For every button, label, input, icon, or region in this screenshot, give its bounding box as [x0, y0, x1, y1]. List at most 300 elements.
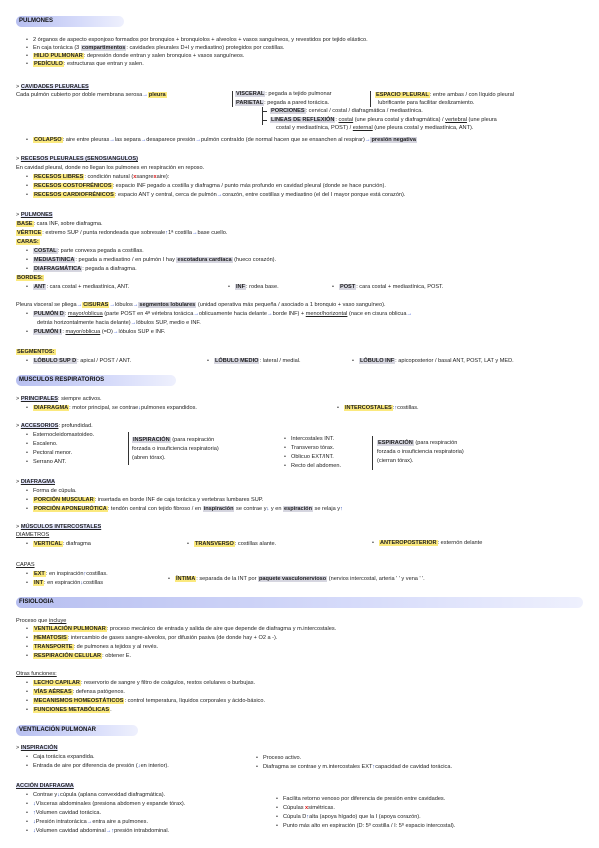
- text: costillas: [83, 580, 104, 586]
- text: : apical / POST / ANT.: [77, 358, 132, 364]
- text-line: [16, 349, 56, 356]
- text: oblicuamente hacia delante: [198, 311, 268, 317]
- bracket-line: [262, 107, 263, 125]
- list-item: [26, 432, 94, 439]
- list-item: [26, 441, 58, 448]
- text-line: [16, 562, 35, 569]
- text: 2 órganos de aspecto esponjoso formados por bronquios + bronquiolos + alveolos + vasos sanguíneos, y revestidos por tejido elástico.: [32, 37, 368, 43]
- highlight-term: INT: [33, 580, 43, 586]
- section-bar-fisiologia: [16, 597, 583, 608]
- subheading-text: RECESOS PLEURALES (SENOS/ANGULOS): [20, 156, 138, 162]
- highlight-term: SEGMENTOS:: [17, 349, 55, 355]
- arrow-up-icon: ↑: [372, 764, 376, 770]
- list-item: [26, 680, 255, 687]
- arrow-icon: →: [132, 302, 139, 308]
- text: Facilita retorno venoso por diferencia de presión entre cavidades.: [282, 796, 446, 802]
- text: alta (apoya hígado) que la I (apoya corazón).: [309, 814, 421, 820]
- arrow-glyph: >: [16, 212, 21, 218]
- list-item: [26, 580, 103, 587]
- list-item: [284, 463, 341, 470]
- list-item: [26, 754, 95, 761]
- text: (cierran tórax).: [377, 458, 414, 464]
- bracket-line: [370, 91, 371, 107]
- text: Serrano ANT.: [32, 459, 67, 465]
- highlight-term: escotadura cardíaca: [177, 257, 232, 263]
- list-item: [26, 329, 165, 336]
- arrow-glyph: >: [16, 479, 21, 485]
- text: se contrae y: [234, 506, 267, 512]
- text: : motor principal, se contrae: [69, 405, 139, 411]
- list-item: [256, 755, 301, 762]
- subheading: [16, 156, 138, 163]
- highlight-term: RECESOS COSTOFRÉNICOS: [33, 183, 112, 189]
- arrow-icon: →: [109, 302, 116, 308]
- text: : lateral / medial.: [259, 358, 301, 364]
- arrow-icon: →: [193, 311, 199, 317]
- list-item: [284, 445, 334, 452]
- list-item: [352, 358, 514, 365]
- text-line: [132, 455, 166, 462]
- highlight-term: paquete vasculonervioso: [259, 576, 327, 582]
- text: 1ª costilla: [168, 230, 192, 236]
- text: Transverso tórax.: [290, 445, 335, 451]
- list-item: [26, 183, 386, 190]
- text: : rodea base.: [245, 284, 279, 290]
- list-item: [26, 635, 277, 642]
- text: costal y mediastínica, POST) /: [276, 125, 353, 131]
- highlight-term: INSPIRACIÓN: [133, 437, 170, 443]
- text: : estructuras que entran y salen.: [63, 61, 144, 67]
- arrow-up-icon: ↑: [32, 810, 36, 816]
- text: (une pleura costal y mediastínica, ANT).: [372, 125, 474, 131]
- text: lóbulos SUP, medio e INF.: [136, 320, 201, 326]
- text: : condición natural (: [84, 174, 134, 180]
- text: (parte POST en 4ª vértebra torácica: [102, 311, 194, 317]
- text: : pegada a pared torácica.: [264, 100, 330, 106]
- text: : entre ambas / con líquido pleural: [429, 92, 515, 98]
- text: : extremo SUP / punta redondeada que sobresale: [42, 230, 166, 236]
- arrow-icon: →: [216, 192, 223, 198]
- list-item: [26, 819, 148, 826]
- text: : parte convexa pegada a costillas.: [57, 248, 144, 254]
- list-item: [26, 828, 169, 835]
- text: esternal: [352, 125, 373, 131]
- text: : cavidades pleurales D+I y mediastino) protegidos por costillas.: [126, 45, 285, 51]
- list-item: [284, 454, 334, 461]
- list-item: [26, 506, 343, 513]
- highlight-term: VENTILACIÓN PULMONAR: [33, 626, 106, 632]
- text: aire):: [156, 174, 170, 180]
- arrow-icon: →: [86, 819, 93, 825]
- text: : defensa patógenos.: [72, 689, 125, 695]
- list-item: [26, 541, 91, 548]
- arrow-glyph: >: [16, 156, 21, 162]
- subheading: [16, 479, 55, 486]
- arrow-down-icon: ↓: [137, 763, 141, 769]
- arrow-icon: →: [191, 230, 198, 236]
- text: Otras funciones:: [16, 671, 57, 677]
- text: Pectoral menor.: [32, 450, 73, 456]
- highlight-term: DIAFRAGMA: [33, 405, 69, 411]
- text: costal: [338, 117, 354, 123]
- highlight-term: compartimentos: [81, 45, 126, 51]
- text: : siempre activos.: [58, 396, 102, 402]
- highlight-term: ANT: [33, 284, 46, 290]
- highlight-term: BORDES:: [17, 275, 43, 281]
- list-item: [168, 576, 425, 583]
- highlight-term: PEDÍCULO: [33, 61, 63, 67]
- highlight-term: RECESOS CARDIOFRÉNICOS: [33, 192, 114, 198]
- subheading-text: ACCESORIOS: [20, 423, 59, 429]
- highlight-term: LINEAS DE REFLEXIÓN: [271, 117, 335, 123]
- list-item: [26, 53, 244, 60]
- text: Recto del abdomen.: [290, 463, 342, 469]
- text: Entrada de aire por diferencia de presión (: [32, 763, 138, 769]
- arrow-up-icon: ↑: [306, 814, 310, 820]
- text: (para respiración: [170, 437, 215, 443]
- text: presión intrabdominal.: [114, 828, 170, 834]
- text: las separa: [114, 137, 141, 143]
- list-item: [26, 45, 284, 52]
- highlight-term: inspiración: [203, 506, 234, 512]
- section-title: MUSCULOS RESPIRATORIOS: [19, 377, 105, 383]
- text: pulmón contraído (de normal hacen que se ensanchen al respirar): [201, 137, 365, 143]
- list-item: [26, 405, 197, 412]
- subheading: [16, 396, 102, 403]
- arrow-icon: →: [130, 320, 137, 326]
- list-item: [26, 698, 265, 705]
- arrow-glyph: >: [16, 423, 21, 429]
- highlight-term: PORCIÓN MUSCULAR: [33, 497, 94, 503]
- text: :: [392, 405, 395, 411]
- text: Esternocleidomastoideo.: [32, 432, 95, 438]
- text: Escaleno.: [32, 441, 58, 447]
- highlight-term: ÍNTIMA: [175, 576, 196, 582]
- list-item: [276, 823, 455, 830]
- bracket-line: [232, 91, 233, 107]
- text: (nace en cisura oblicua: [347, 311, 407, 317]
- highlight-term: PULMÓN I: [33, 329, 62, 335]
- text: : cara costal + mediastínica, POST.: [356, 284, 444, 290]
- text-line: [377, 458, 413, 465]
- text: Proceso activo.: [262, 755, 302, 761]
- list-item: [26, 488, 77, 495]
- text: (hueco corazón).: [232, 257, 277, 263]
- highlight-term: VISCERAL: [236, 91, 265, 97]
- text: Oblicuo EXT/INT.: [290, 454, 334, 460]
- highlight-term: POST: [339, 284, 356, 290]
- text: Volumen cavidad torácica.: [35, 810, 102, 816]
- arrow-up-icon: ↑: [83, 571, 87, 577]
- text: se relaja y: [312, 506, 341, 512]
- highlight-term: TRANSPORTE: [33, 644, 73, 650]
- text: : cara costal + mediastínica, ANT.: [46, 284, 130, 290]
- text: : pegada a diafragma.: [82, 266, 137, 272]
- paragraph: [16, 302, 386, 309]
- bracket-line: [262, 111, 267, 112]
- text: : profundidad.: [58, 423, 93, 429]
- list-item: [228, 284, 279, 291]
- subheading-text: PRINCIPALES: [20, 396, 59, 402]
- text: y en: [269, 506, 283, 512]
- list-item: [26, 450, 72, 457]
- arrow-icon: →: [109, 137, 115, 143]
- list-item: [26, 358, 131, 365]
- bracket-line: [372, 436, 373, 470]
- arrow-glyph: >: [16, 524, 21, 530]
- text: detrás horizontalmente hacia delante): [37, 320, 131, 326]
- list-item: [372, 540, 482, 547]
- text: en interior).: [140, 763, 169, 769]
- highlight-term: COLAPSO: [33, 137, 62, 143]
- list-item: [26, 311, 412, 318]
- text: desaparece presión: [146, 137, 196, 143]
- section-bar-ventilacion: [16, 725, 138, 736]
- text: En cavidad pleural, donde no llegan los pulmones en respiración en reposo.: [16, 165, 205, 171]
- x-mark-icon: x: [133, 174, 137, 180]
- highlight-term: LÓBULO SUP D: [33, 358, 77, 364]
- arrow-icon: →: [142, 92, 148, 98]
- bracket-line: [128, 432, 129, 465]
- subheading: [16, 783, 74, 790]
- arrow-down-icon: ↓: [32, 801, 36, 807]
- text: pulmones expandidos.: [140, 405, 197, 411]
- text: : de pulmones a tejidos y al revés.: [73, 644, 159, 650]
- text: Cúpula D: [282, 814, 307, 820]
- arrow-up-icon: ↑: [340, 506, 343, 512]
- text: vertebral: [445, 117, 467, 123]
- subheading: [16, 212, 53, 219]
- text-line: [377, 449, 464, 456]
- text: : esternón delante: [437, 540, 483, 546]
- text: En caja torácica (3: [32, 45, 81, 51]
- text: menor/horizontal: [305, 311, 348, 317]
- text: lubrificante para facilitar deslizamiento.: [378, 100, 475, 106]
- list-item: [284, 436, 334, 443]
- list-item: [26, 689, 125, 696]
- text: Volumen cavidad abdominal: [35, 828, 106, 834]
- text: Presión intratorácica: [35, 819, 87, 825]
- text: (para respiración: [413, 440, 458, 446]
- text-line: [16, 275, 44, 282]
- text: : control temperatura, líquidos corporales y ácido-básico.: [124, 698, 266, 704]
- list-item: [276, 796, 445, 803]
- arrow-icon: →: [112, 329, 119, 335]
- highlight-term: PULMÓN D: [33, 311, 64, 317]
- arrow-up-icon: ↑: [165, 230, 169, 236]
- x-mark-icon: x: [153, 174, 157, 180]
- highlight-term: CARAS:: [17, 239, 39, 245]
- text-line: [16, 618, 66, 625]
- text: cúpula (aplana convexidad diafragmática).: [60, 792, 166, 798]
- subheading-text: PULMONES: [20, 212, 53, 218]
- arrow-icon: →: [364, 137, 371, 143]
- text: : proceso mecánico de entrada y salida de aire que depende de diafragma y m.intercostales.: [106, 626, 337, 632]
- arrow-down-icon: ↓: [32, 819, 36, 825]
- text: lóbulos SUP e INF.: [118, 329, 166, 335]
- subheading: [16, 524, 101, 531]
- highlight-term: LÓBULO INF: [359, 358, 395, 364]
- arrow-down-icon: ↓: [80, 580, 84, 586]
- highlight-term: DIAFRAGMÁTICA: [33, 266, 82, 272]
- text: Forma de cúpula.: [32, 488, 77, 494]
- highlight-term: VERTICAL: [33, 541, 62, 547]
- highlight-term: PORCIONES: [271, 108, 305, 114]
- text: Punto más alto en espiración (D: 5º costilla / I: 5º espacio intercostal).: [282, 823, 456, 829]
- text: : obtener E.: [102, 653, 132, 659]
- highlight-term: ESPACIO PLEURAL: [376, 92, 429, 98]
- text: simétricas.: [308, 805, 335, 811]
- text: : intercambio de gases sangre-alveolos, por difusión pasiva (de donde hay + O2 a -).: [67, 635, 278, 641]
- text: (=D): [100, 329, 113, 335]
- highlight-term: pleura: [148, 92, 166, 98]
- text: : pegada a mediastino / en pulmón I hay: [75, 257, 177, 263]
- text: Intercostales INT.: [290, 436, 335, 442]
- text: Vísceras abdominales (presiona abdomen y expande tórax).: [35, 801, 186, 807]
- arrow-glyph: >: [16, 396, 21, 402]
- text: Cada pulmón cubierto por doble membrana serosa: [16, 92, 143, 98]
- arrow-icon: →: [195, 137, 202, 143]
- subheading-text: CAVIDADES PLEURALES: [20, 84, 89, 90]
- text: corazón, entre costillas y mediastino (el del I mayor porque está corazón).: [222, 192, 406, 198]
- text: (unidad operativa más pequeña / asociado a 1 bronquio + vaso sanguíneo).: [196, 302, 386, 308]
- text: : cervical / costal / diafragmática / mediastínica.: [305, 108, 423, 114]
- list-item: [26, 792, 165, 799]
- list-item: [26, 801, 185, 808]
- bracket-line: [262, 120, 267, 121]
- text-line: [16, 221, 103, 228]
- highlight-term: BASE: [17, 221, 33, 227]
- list-item: [26, 497, 263, 504]
- highlight-term: PARIETAL: [236, 100, 264, 106]
- text: Caja torácica expandida.: [32, 754, 95, 760]
- highlight-term: TRANSVERSO: [194, 541, 234, 547]
- section-bar-musculos: [16, 375, 176, 386]
- x-mark-icon: x: [305, 805, 309, 811]
- paragraph: [16, 92, 167, 99]
- text: : en inspiración: [45, 571, 84, 577]
- text-line: [270, 117, 497, 124]
- text: DIAMETROS: [16, 532, 50, 538]
- text: mayor/oblicua: [65, 329, 101, 335]
- subheading-text: DIAFRAGMA: [20, 479, 56, 485]
- text: Contrae y: [32, 792, 58, 798]
- text: : separada de la INT por: [196, 576, 259, 582]
- arrow-down-icon: ↓: [138, 405, 141, 411]
- text: :: [335, 117, 339, 123]
- list-item: [26, 61, 144, 68]
- text: entra aire a pulmones.: [92, 819, 149, 825]
- subheading-text: INSPIRACIÓN: [20, 745, 58, 751]
- highlight-term: CISURAS: [83, 302, 109, 308]
- subheading: [16, 423, 93, 430]
- arrow-up-icon: ↑: [394, 405, 398, 411]
- highlight-term: EXT: [33, 571, 45, 577]
- list-item: [26, 810, 101, 817]
- text-line: [16, 230, 227, 237]
- highlight-term: ANTEROPOSTERIOR: [379, 540, 437, 546]
- text-line: [16, 671, 57, 678]
- highlight-term: MECANISMOS HOMEOSTÁTICOS: [33, 698, 124, 704]
- text: : pegada a tejido pulmonar: [265, 91, 332, 97]
- highlight-term: LECHO CAPILAR: [33, 680, 80, 686]
- arrow-down-icon: ↓: [266, 506, 270, 512]
- text: Proceso que: [16, 618, 49, 624]
- list-item: [26, 626, 336, 633]
- text: Pleura visceral se pliega: [16, 302, 77, 308]
- highlight-term: FUNCIONES METABÓLICAS: [33, 707, 110, 713]
- text: borde INF) +: [272, 311, 306, 317]
- text: lóbulos: [115, 302, 133, 308]
- subheading: [16, 84, 89, 91]
- list-item: [332, 284, 443, 291]
- subheading: [16, 745, 58, 752]
- text: : insertada en borde INF de caja torácica y vertebras lumbares SUP.: [94, 497, 264, 503]
- text-line: [132, 446, 219, 453]
- text-line: [377, 440, 457, 447]
- arrow-down-icon: ↓: [32, 828, 36, 834]
- section-bar-pulmones: [16, 16, 124, 27]
- text: sangre: [136, 174, 154, 180]
- list-item: [276, 805, 335, 812]
- subheading-text: MÚSCULOS INTERCOSTALES: [20, 524, 102, 530]
- text-line: [276, 125, 473, 132]
- list-item: [26, 137, 417, 144]
- arrow-icon: →: [140, 137, 147, 143]
- list-item: [26, 653, 131, 660]
- list-item: [26, 284, 129, 291]
- list-item: [26, 257, 276, 264]
- highlight-term: INTERCOSTALES: [344, 405, 392, 411]
- highlight-term: INF: [235, 284, 245, 290]
- list-item: [26, 763, 169, 770]
- highlight-term: RESPIRACIÓN CELULAR: [33, 653, 102, 659]
- text-line: [132, 437, 214, 444]
- text: Diafragma se contrae y m.intercostales EXT: [262, 764, 373, 770]
- highlight-term: HILIO PULMONAR: [33, 53, 83, 59]
- text: (abren tórax).: [132, 455, 166, 461]
- arrow-down-icon: ↓: [57, 792, 61, 798]
- text: : cara INF, sobre diafragma.: [33, 221, 103, 227]
- highlight-term: LÓBULO MEDIO: [214, 358, 259, 364]
- subheading-text: ACCIÓN DIAFRAGMA: [16, 783, 74, 789]
- list-item: [256, 764, 452, 771]
- highlight-term: espiración: [284, 506, 312, 512]
- text: Cúpulas: [282, 805, 306, 811]
- highlight-term: HEMATOSIS: [33, 635, 67, 641]
- text: : tendón central con tejido fibroso / en: [107, 506, 203, 512]
- list-item: [26, 37, 368, 44]
- list-item: [26, 192, 405, 199]
- highlight-term: COSTAL: [33, 248, 57, 254]
- arrow-glyph: >: [16, 745, 21, 751]
- text: : depresión donde entran y salen bronquios + vasos sanguíneos.: [83, 53, 245, 59]
- text: : en espiración: [43, 580, 81, 586]
- highlight-term: MEDIASTINICA: [33, 257, 75, 263]
- arrow-glyph: >: [16, 84, 21, 90]
- text: (une pleura costal y diafragmática) /: [353, 117, 446, 123]
- highlight-term: VÉRTICE: [17, 230, 42, 236]
- text-line: [16, 239, 40, 246]
- text-line: [16, 532, 49, 539]
- text-line: [37, 320, 201, 327]
- text: : aire entre pleuras: [62, 137, 110, 143]
- list-item: [276, 814, 421, 821]
- highlight-term: segmentos lobulares: [139, 302, 196, 308]
- text-line: [375, 92, 514, 99]
- text-line: [235, 100, 329, 107]
- text-line: [235, 91, 332, 98]
